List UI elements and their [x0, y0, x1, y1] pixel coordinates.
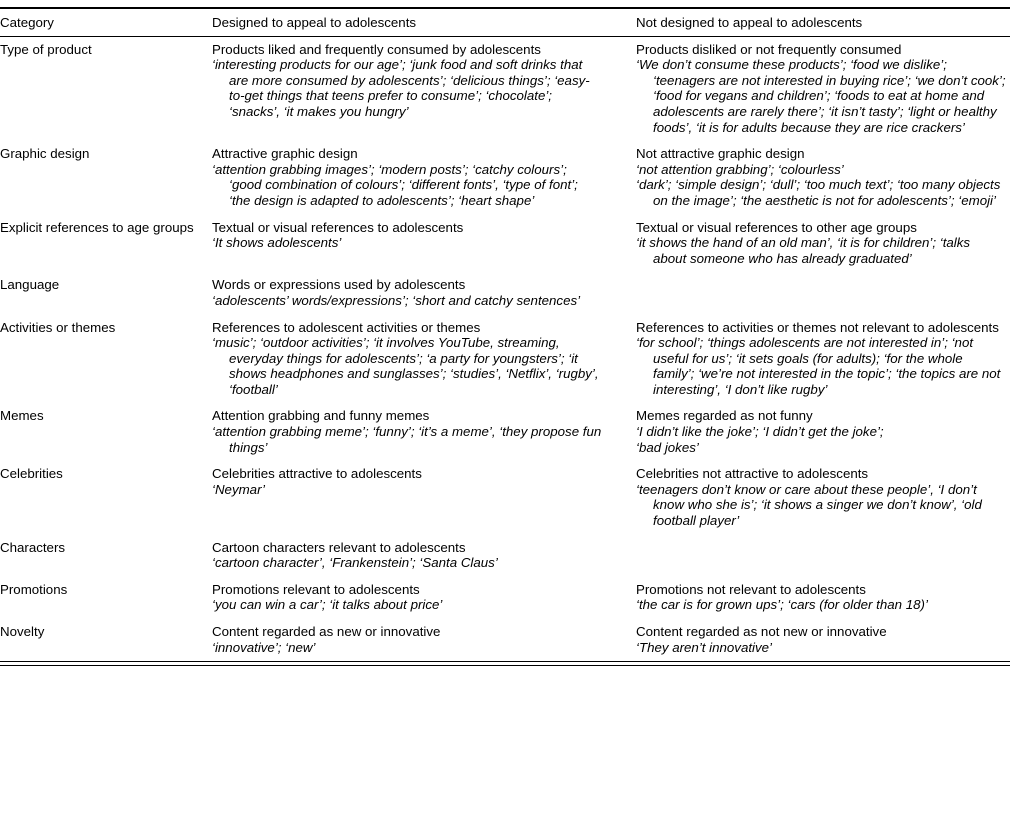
designed-cell — [212, 272, 636, 314]
cell-quotes: ‘It shows adolescents’ — [212, 235, 342, 251]
cell-quotes: ‘music’; ‘outdoor activities’; ‘it involves YouTube, streaming, everyday things for adolescents’; ‘a party for youngsters’; ‘it shows headphones and sunglasses’; ‘studies’, ‘Netflix’, ‘rugby’, ‘football’ — [212, 335, 599, 397]
category-label: Type of product — [0, 41, 92, 57]
table-body — [0, 36, 1010, 662]
cell-quotes: ‘you can win a car’; ‘it talks about price’ — [212, 597, 443, 613]
cell-quotes: ‘teenagers don’t know or care about these people’, ‘I don’t know who she is’; ‘it shows a singer we don’t know’, ‘old football player’ — [636, 481, 982, 529]
cell-quotes: ‘We don’t consume these products’; ‘food we dislike’; ‘teenagers are not interested in buying rice’; ‘we don’t cook’; ‘food for vegans and children’; ‘foods to eat at home and adolescents are rarely there’; ‘it isn’t tasty’; ‘light or healthy foods’, ‘it is for adults because they are rice crackers’ — [636, 57, 1006, 135]
cell-description: Celebrities attractive to adolescents — [212, 466, 422, 482]
category-cell — [0, 535, 212, 577]
cell-quotes: ‘cartoon character’, ‘Frankenstein’; ‘Santa Claus’ — [212, 555, 498, 571]
category-label: Language — [0, 277, 60, 293]
header-category: Category — [0, 8, 212, 36]
not-designed-cell — [636, 403, 1010, 461]
cell-quotes: ‘Neymar’ — [212, 481, 265, 497]
not-designed-cell — [636, 535, 1010, 577]
not-designed-cell — [636, 141, 1010, 214]
designed-cell — [212, 403, 636, 461]
cell-quotes: ‘dark’; ‘simple design’; ‘dull’; ‘too much text’; ‘too many objects on the image’; ‘the aesthetic is not for adolescents’; ‘emoji’ — [636, 177, 1001, 208]
cell-description: Cartoon characters relevant to adolescents — [212, 539, 466, 555]
category-cell — [0, 141, 212, 214]
category-label: Memes — [0, 408, 44, 424]
table-row — [0, 535, 1010, 577]
cell-description: Promotions not relevant to adolescents — [636, 581, 866, 597]
cell-description: Products disliked or not frequently consumed — [636, 41, 902, 57]
not-designed-cell — [636, 36, 1010, 141]
table-row — [0, 36, 1010, 141]
cell-quotes: ‘innovative’; ‘new’ — [212, 639, 316, 655]
cell-quotes: ‘attention grabbing meme’; ‘funny’; ‘it’s a meme’, ‘they propose fun things’ — [212, 424, 602, 455]
category-label: Graphic design — [0, 146, 90, 162]
designed-cell — [212, 535, 636, 577]
header-designed: Designed to appeal to adolescents — [212, 8, 636, 36]
cell-description: Content regarded as new or innovative — [212, 624, 441, 639]
table-row — [0, 272, 1010, 314]
category-cell — [0, 215, 212, 273]
category-label: Promotions — [0, 581, 68, 597]
designed-cell — [212, 619, 636, 662]
category-label: Novelty — [0, 624, 45, 639]
cell-quotes: ‘adolescents’ words/expressions’; ‘short and catchy sentences’ — [212, 292, 581, 308]
category-label: Activities or themes — [0, 319, 116, 335]
table-header — [0, 8, 1010, 36]
designed-cell — [212, 577, 636, 619]
not-designed-cell — [636, 461, 1010, 534]
cell-description: Celebrities not attractive to adolescents — [636, 466, 869, 482]
cell-description: Textual or visual references to adolescents — [212, 219, 464, 235]
cell-quotes: ‘I didn’t like the joke’; ‘I didn’t get the joke’; — [636, 424, 884, 440]
category-cell — [0, 461, 212, 534]
designed-cell — [212, 141, 636, 214]
qualitative-results-table — [0, 7, 1010, 662]
cell-quotes: ‘for school’; ‘things adolescents are not interested in’; ‘not useful for us’; ‘it sets goals (for adults); ‘for the whole family’; ‘we’re not interested in the topic’; ‘the topics are not interesting’, ‘I don’t like rugby’ — [636, 335, 1001, 397]
cell-quotes: ‘interesting products for our age’; ‘junk food and soft drinks that are more consumed by adolescents’; ‘delicious things’; ‘easy-to-get things that teens prefer to consume’; ‘chocolate’; ‘snacks’, ‘it makes you hungry’ — [212, 57, 590, 119]
table-row — [0, 141, 1010, 214]
cell-description: Textual or visual references to other age groups — [636, 219, 917, 235]
designed-cell — [212, 315, 636, 404]
cell-description: Content regarded as not new or innovative — [636, 624, 887, 639]
cell-quotes: ‘bad jokes’ — [636, 439, 699, 455]
category-cell — [0, 272, 212, 314]
table-row — [0, 577, 1010, 619]
cell-quotes: ‘it shows the hand of an old man’, ‘it is for children’; ‘talks about someone who has already graduated’ — [636, 235, 971, 266]
cell-description: Promotions relevant to adolescents — [212, 581, 420, 597]
cell-description: Attention grabbing and funny memes — [212, 408, 430, 424]
not-designed-cell — [636, 315, 1010, 404]
cell-description: Attractive graphic design — [212, 146, 358, 162]
qualitative-results-table-wrapper — [0, 7, 1010, 666]
category-cell — [0, 403, 212, 461]
not-designed-cell — [636, 619, 1010, 662]
designed-cell — [212, 36, 636, 141]
category-cell — [0, 619, 212, 662]
category-label: Celebrities — [0, 466, 63, 482]
table-row — [0, 619, 1010, 662]
cell-description: Products liked and frequently consumed by adolescents — [212, 41, 541, 57]
table-row — [0, 315, 1010, 404]
cell-description: Words or expressions used by adolescents — [212, 277, 466, 293]
header-not-designed: Not designed to appeal to adolescents — [636, 8, 1010, 36]
designed-cell — [212, 461, 636, 534]
not-designed-cell — [636, 272, 1010, 314]
cell-quotes: ‘attention grabbing images’; ‘modern posts’; ‘catchy colours’; ‘good combination of colours’; ‘different fonts’, ‘type of font’; ‘the design is adapted to adolescents’; ‘heart shape’ — [212, 161, 578, 208]
cell-description: Not attractive graphic design — [636, 146, 805, 162]
category-label: Explicit references to age groups — [0, 219, 194, 235]
cell-description: Memes regarded as not funny — [636, 408, 813, 424]
table-row — [0, 403, 1010, 461]
designed-cell — [212, 215, 636, 273]
category-cell — [0, 577, 212, 619]
cell-quotes: ‘They aren’t innovative’ — [636, 639, 772, 655]
header-row — [0, 8, 1010, 36]
cell-description: References to adolescent activities or themes — [212, 319, 481, 335]
cell-description: References to activities or themes not relevant to adolescents — [636, 319, 999, 335]
table-row — [0, 215, 1010, 273]
cell-quotes: ‘the car is for grown ups’; ‘cars (for older than 18)’ — [636, 597, 928, 613]
table-row — [0, 461, 1010, 534]
not-designed-cell — [636, 577, 1010, 619]
cell-quotes: ‘not attention grabbing’; ‘colourless’ — [636, 161, 844, 177]
category-label: Characters — [0, 539, 66, 555]
not-designed-cell — [636, 215, 1010, 273]
category-cell — [0, 36, 212, 141]
category-cell — [0, 315, 212, 404]
